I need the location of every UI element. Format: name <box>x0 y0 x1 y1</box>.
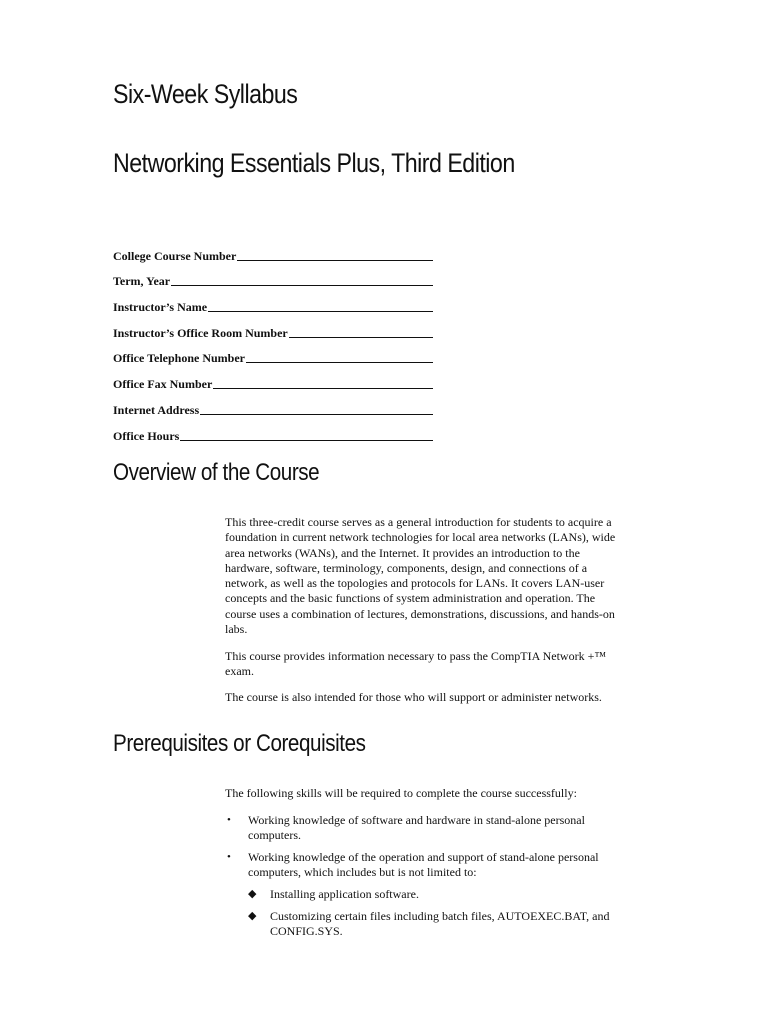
exam-paragraph <box>225 649 655 680</box>
text-line: This three-credit course serves as a general introduction for students to acquire a <box>225 515 612 529</box>
list-item <box>225 850 655 881</box>
text-line: computers. <box>248 828 301 843</box>
field-college-course-number <box>113 238 433 264</box>
field-term-year <box>113 264 433 290</box>
blank-line <box>237 259 433 261</box>
overview-heading: Overview of the Course <box>113 459 320 486</box>
field-instructor-office-room <box>113 315 433 341</box>
diamond-bullet-icon: ◆ <box>248 910 257 922</box>
field-label: Instructor’s Name <box>113 300 208 315</box>
sublist-item <box>248 909 658 940</box>
text-line: Working knowledge of the operation and support of stand-alone personal <box>248 850 599 864</box>
overview-paragraph <box>225 515 655 637</box>
audience-paragraph: The course is also intended for those who will support or administer networks. <box>225 690 602 704</box>
text-line: exam. <box>225 664 254 679</box>
prerequisites-list <box>225 813 655 844</box>
list-item <box>225 813 655 844</box>
prerequisites-list-continued <box>225 850 655 881</box>
blank-line <box>289 336 433 338</box>
text-line: hardware, software, terminology, components, design, and connections of a <box>225 560 588 575</box>
course-title: Networking Essentials Plus, Third Edition <box>113 148 515 178</box>
field-label: Instructor’s Office Room Number <box>113 325 288 340</box>
blank-line <box>246 361 433 363</box>
bullet-mark: • <box>227 814 231 826</box>
blank-line <box>171 284 433 286</box>
blank-line <box>208 310 433 312</box>
text-line: This course provides information necessary to pass the CompTIA Network +™ <box>225 649 607 663</box>
prerequisites-intro: The following skills will be required to complete the course successfully: <box>225 786 577 800</box>
text-line: CONFIG.SYS. <box>270 924 343 939</box>
text-line: course uses a combination of lectures, demonstrations, discussions, and hands-on <box>225 606 615 621</box>
field-instructor-name <box>113 289 433 315</box>
field-office-hours <box>113 418 433 444</box>
text-line: Customizing certain files including batch files, AUTOEXEC.BAT, and <box>270 909 610 923</box>
field-office-telephone <box>113 341 433 367</box>
skills-sublist <box>248 887 658 902</box>
syllabus-title: Six-Week Syllabus <box>113 79 298 109</box>
field-internet-address <box>113 392 433 418</box>
sublist-item <box>248 887 658 902</box>
text-line: area networks (WANs), and the Internet. It provides an introduction to the <box>225 545 580 560</box>
field-label: Office Telephone Number <box>113 351 245 366</box>
text-line: labs. <box>225 622 248 637</box>
field-label: College Course Number <box>113 248 237 263</box>
skills-sublist-continued <box>248 909 658 940</box>
text-line: Installing application software. <box>270 887 419 901</box>
text-line: network, as well as the topologies and protocols for LANs. It covers LAN-user <box>225 576 605 591</box>
bullet-mark: • <box>227 851 231 863</box>
blank-line <box>200 413 433 415</box>
diamond-bullet-icon: ◆ <box>248 888 257 900</box>
field-label: Term, Year <box>113 274 171 289</box>
field-label: Office Hours <box>113 428 180 443</box>
blank-line <box>213 387 433 389</box>
text-line: Working knowledge of software and hardware in stand-alone personal <box>248 813 585 827</box>
text-line: concepts and the basic functions of system administration and operation. The <box>225 591 596 606</box>
text-line: computers, which includes but is not limited to: <box>248 865 477 880</box>
blank-line <box>180 439 433 441</box>
field-label: Internet Address <box>113 402 200 417</box>
field-label: Office Fax Number <box>113 377 213 392</box>
course-info-form <box>113 238 433 444</box>
prerequisites-heading: Prerequisites or Corequisites <box>113 730 366 757</box>
text-line: foundation in current network technologies for local area networks (LANs), wide <box>225 530 616 545</box>
field-office-fax <box>113 366 433 392</box>
